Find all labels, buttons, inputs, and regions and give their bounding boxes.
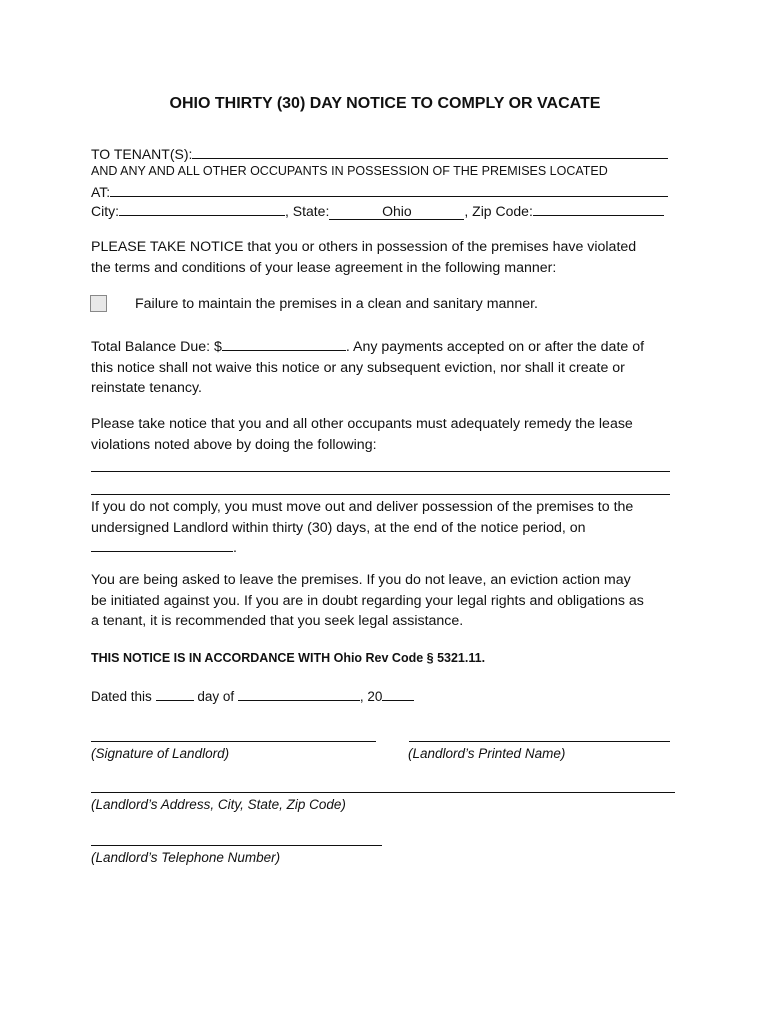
zip-label: , Zip Code:: [464, 203, 533, 219]
tenant-name-field[interactable]: [192, 145, 668, 159]
remedy-line: Please take notice that you and all other occupants must adequately remedy the lease: [91, 416, 633, 432]
comply-line: undersigned Landlord within thirty (30) days, at the end of the notice period, on: [91, 519, 586, 536]
remedy-paragraph: [91, 414, 633, 455]
landlord-address-label: (Landlord’s Address, City, State, Zip Code): [91, 797, 346, 812]
landlord-signature-label: (Signature of Landlord): [91, 746, 230, 761]
dated-year-prefix: , 20: [359, 689, 383, 704]
balance-amount-field[interactable]: [222, 337, 346, 351]
vacate-date-field[interactable]: [91, 538, 233, 552]
accordance-statement: THIS NOTICE IS IN ACCORDANCE WITH Ohio Rev Code § 5321.11.: [91, 651, 486, 665]
balance-paragraph: [91, 337, 644, 399]
notice-intro-line: the terms and conditions of your lease agreement in the following manner:: [91, 259, 557, 276]
dated-day-of: day of: [197, 689, 235, 704]
leave-line: be initiated against you. If you are in doubt regarding your legal rights and obligations as: [91, 592, 644, 609]
comply-date-line: [91, 538, 633, 559]
landlord-printed-name-field[interactable]: [409, 741, 670, 742]
balance-prefix: Total Balance Due: $: [91, 339, 222, 355]
landlord-printed-name-label: (Landlord’s Printed Name): [408, 746, 566, 761]
notice-intro: [91, 237, 636, 278]
state-label: , State:: [285, 203, 330, 219]
remedy-line: violations noted above by doing the following:: [91, 436, 377, 453]
leave-paragraph: [91, 570, 644, 632]
balance-line: this notice shall not waive this notice or any subsequent eviction, nor shall it create or: [91, 359, 625, 376]
dated-day-field[interactable]: [156, 687, 194, 701]
remedy-field-2[interactable]: [91, 494, 670, 495]
remedy-field-1[interactable]: [91, 471, 670, 472]
tenant-label: TO TENANT(S):: [91, 146, 193, 162]
balance-line: reinstate tenancy.: [91, 380, 202, 396]
landlord-signature-field[interactable]: [91, 741, 376, 742]
comply-date-suffix: .: [233, 540, 237, 556]
violation-checkbox[interactable]: [90, 295, 107, 312]
city-label: City:: [91, 203, 119, 219]
city-field[interactable]: [119, 202, 285, 216]
address-line: [91, 182, 668, 202]
comply-line: If you do not comply, you must move out and deliver possession of the premises to the: [91, 499, 634, 515]
occupants-text: AND ANY AND ALL OTHER OCCUPANTS IN POSSESSION OF THE PREMISES LOCATED: [91, 164, 608, 178]
dated-prefix: Dated this: [91, 689, 152, 704]
notice-intro-line: PLEASE TAKE NOTICE that you or others in possession of the premises have violated: [91, 239, 637, 255]
dated-month-field[interactable]: [238, 687, 360, 701]
balance-suffix: . Any payments accepted on or after the date of: [345, 339, 645, 355]
landlord-phone-field[interactable]: [91, 845, 382, 846]
leave-line: You are being asked to leave the premises. If you do not leave, an eviction action may: [91, 572, 631, 588]
address-field[interactable]: [110, 183, 668, 197]
tenant-line: [91, 144, 668, 164]
at-label: AT:: [91, 184, 111, 200]
violation-label: Failure to maintain the premises in a clean and sanitary manner.: [135, 296, 538, 312]
comply-paragraph: [91, 497, 633, 559]
document-title: OHIO THIRTY (30) DAY NOTICE TO COMPLY OR VACATE: [169, 95, 601, 112]
city-state-zip-line: [91, 201, 664, 221]
landlord-address-field[interactable]: [91, 792, 675, 793]
balance-line: [91, 337, 644, 358]
state-field[interactable]: Ohio: [329, 204, 464, 220]
dated-year-field[interactable]: [382, 687, 414, 701]
landlord-phone-label: (Landlord’s Telephone Number): [91, 850, 281, 865]
zip-field[interactable]: [533, 202, 664, 216]
leave-line: a tenant, it is recommended that you seek legal assistance.: [91, 613, 464, 629]
dated-line: [91, 687, 414, 704]
